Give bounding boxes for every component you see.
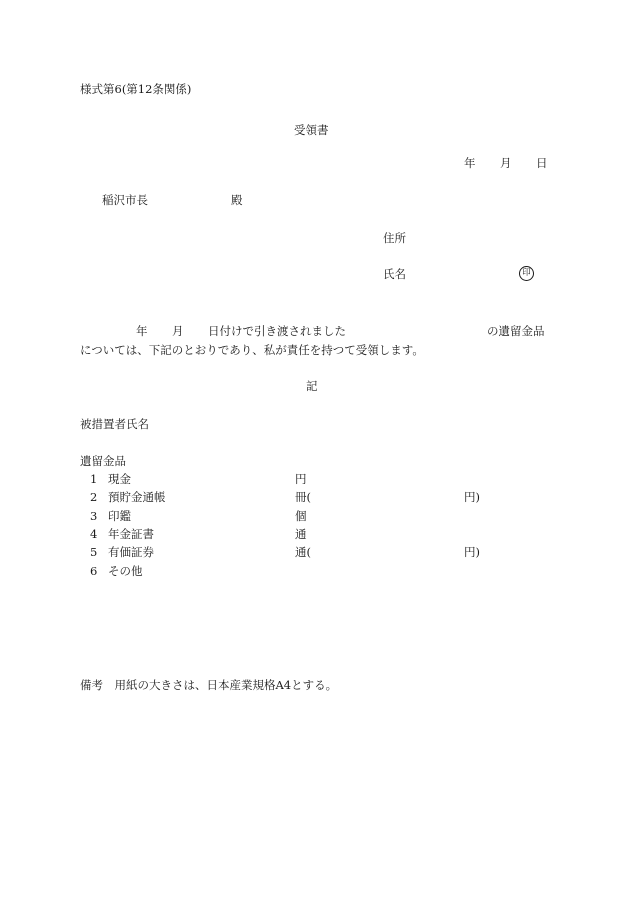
date-year-label: 年 xyxy=(464,156,476,170)
item-number: 1 xyxy=(90,472,98,486)
items-heading: 遺留金品 xyxy=(80,454,126,468)
statement-line-2: については、下記のとおりであり、私が責任を持つて受領します。 xyxy=(80,343,424,357)
name-label: 氏名 xyxy=(383,267,406,281)
detainee-name-label: 被措置者氏名 xyxy=(80,417,149,431)
ki-heading: 記 xyxy=(306,379,318,393)
addressee-name: 稲沢市長 xyxy=(102,193,148,207)
item-unit: 個 xyxy=(295,509,307,523)
date-month-label: 月 xyxy=(500,156,512,170)
item-label: 預貯金通帳 xyxy=(108,490,166,504)
address-label: 住所 xyxy=(383,231,406,245)
item-unit: 円 xyxy=(295,472,307,486)
date-day-label: 日 xyxy=(536,156,548,170)
item-label: 印鑑 xyxy=(108,509,131,523)
item-number: 2 xyxy=(90,490,98,504)
statement-month: 月 xyxy=(172,324,184,338)
item-suffix: 円) xyxy=(464,545,480,559)
statement-day-text: 日付けで引き渡されました xyxy=(208,324,346,338)
item-unit: 通( xyxy=(295,545,311,559)
form-number: 様式第6(第12条関係) xyxy=(80,82,192,96)
statement-year: 年 xyxy=(136,324,148,338)
seal-mark: 印 xyxy=(519,266,534,281)
item-unit: 冊( xyxy=(295,490,311,504)
item-number: 6 xyxy=(90,564,98,578)
item-number: 4 xyxy=(90,527,98,541)
remarks-note: 備考 用紙の大きさは、日本産業規格A4とする。 xyxy=(80,678,338,692)
item-label: 現金 xyxy=(108,472,131,486)
item-label: 有価証券 xyxy=(108,545,154,559)
item-unit: 通 xyxy=(295,527,307,541)
document-title: 受領書 xyxy=(294,123,329,137)
addressee-honorific: 殿 xyxy=(231,193,243,207)
item-number: 5 xyxy=(90,545,98,559)
statement-items-text: の遺留金品 xyxy=(487,324,545,338)
item-label: 年金証書 xyxy=(108,527,154,541)
item-suffix: 円) xyxy=(464,490,480,504)
item-number: 3 xyxy=(90,509,98,523)
item-label: その他 xyxy=(108,564,143,578)
